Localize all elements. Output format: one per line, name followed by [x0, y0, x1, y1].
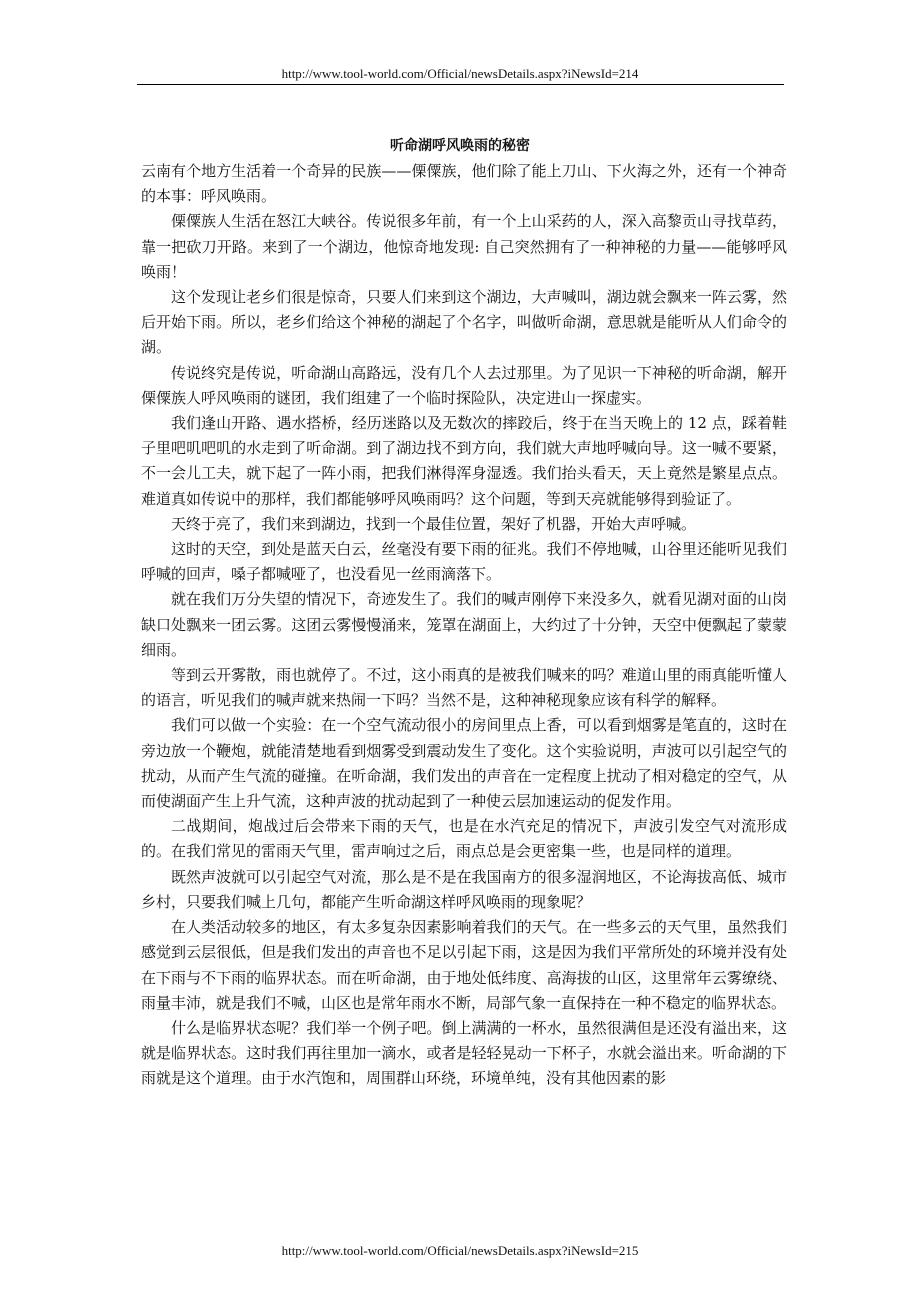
paragraph: 在人类活动较多的地区，有太多复杂因素影响着我们的天气。在一些多云的天气里，虽然我们感觉到云层很低，但是我们发出的声音也不足以引起下雨，这是因为我们平常所处的环境并没有处在下雨与不下雨的临界状态。而在听命湖，由于地处低纬度、高海拔的山区，这里常年云雾缭绕、雨量丰沛，就是我们不喊，山区也是常年雨水不断，局部气象一直保持在一种不稳定的临界状态。 [141, 918, 787, 1012]
paragraph: 传说终究是传说，听命湖山高路远，没有几个人去过那里。为了见识一下神秘的听命湖，解开傈僳族人呼风唤雨的谜团，我们组建了一个临时探险队，决定进山一探虚实。 [141, 363, 787, 407]
paragraph: 二战期间，炮战过后会带来下雨的天气，也是在水汽充足的情况下，声波引发空气对流形成的。在我们常见的雷雨天气里，雷声响过之后，雨点总是会更密集一些，也是同样的道理。 [141, 817, 787, 861]
paragraph: 天终于亮了，我们来到湖边，找到一个最佳位置，架好了机器，开始大声呼喊。 [171, 514, 697, 533]
paragraph: 这时的天空，到处是蓝天白云，丝毫没有要下雨的征兆。我们不停地喊，山谷里还能听见我们呼喊的回声，嗓子都喊哑了，也没看见一丝雨滴落下。 [141, 540, 787, 584]
article-body [141, 159, 787, 1092]
paragraph: 我们可以做一个实验：在一个空气流动很小的房间里点上香，可以看到烟雾是笔直的，这时在旁边放一个鞭炮，就能清楚地看到烟雾受到震动发生了变化。这个实验说明，声波可以引起空气的扰动，从而产生气流的碰撞。在听命湖，我们发出的声音在一定程度上扰动了相对稳定的空气，从而使湖面产生上升气流，这种声波的扰动起到了一种使云层加速运动的促发作用。 [141, 716, 787, 811]
article-title: 听命湖呼风唤雨的秘密 [390, 138, 530, 154]
footer-url: http://www.tool-world.com/Official/newsDetails.aspx?iNewsId=215 [281, 1243, 639, 1258]
paragraph: 等到云开雾散，雨也就停了。不过，这小雨真的是被我们喊来的吗？难道山里的雨真能听懂人的语言，听见我们的喊声就来热闹一下吗？当然不是，这种神秘现象应该有科学的解释。 [141, 666, 787, 710]
paragraph: 我们逢山开路、遇水搭桥，经历迷路以及无数次的摔跤后，终于在当天晚上的 12 点，踩着鞋子里吧叽吧叽的水走到了听命湖。到了湖边找不到方向，我们就大声地呼喊向导。这一喊不要紧，不一会儿工夫，就下起了一阵小雨，把我们淋得浑身湿透。我们抬头看天，天上竟然是繁星点点。难道真如传说中的那样，我们都能够呼风唤雨吗？这个问题，等到天亮就能够得到验证了。 [141, 414, 787, 508]
paragraph: 傈僳族人生活在怒江大峡谷。传说很多年前，有一个上山采药的人，深入高黎贡山寻找草药，靠一把砍刀开路。来到了一个湖边，他惊奇地发现: 自己突然拥有了一种神秘的力量——能够呼风唤雨！ [141, 212, 787, 281]
paragraph: 什么是临界状态呢？我们举一个例子吧。倒上满满的一杯水，虽然很满但是还没有溢出来，这就是临界状态。这时我们再往里加一滴水，或者是轻轻晃动一下杯子，水就会溢出来。听命湖的下雨就是这个道理。由于水汽饱和，周围群山环绕，环境单纯，没有其他因素的影 [141, 1018, 787, 1088]
paragraph: 就在我们万分失望的情况下，奇迹发生了。我们的喊声刚停下来没多久，就看见湖对面的山岗缺口处飘来一团云雾。这团云雾慢慢涌来，笼罩在湖面上，大约过了十分钟，天空中便飘起了蒙蒙细雨。 [141, 590, 787, 659]
paragraph: 既然声波就可以引起空气对流，那么是不是在我国南方的很多湿润地区，不论海拔高低、城市乡村，只要我们喊上几句，都能产生听命湖这样呼风唤雨的现象呢？ [141, 867, 787, 911]
header-divider [137, 84, 784, 85]
header-url: http://www.tool-world.com/Official/newsDetails.aspx?iNewsId=214 [281, 66, 639, 81]
paragraph: 云南有个地方生活着一个奇异的民族——傈僳族，他们除了能上刀山、下火海之外，还有一个神奇的本事：呼风唤雨。 [141, 162, 787, 206]
paragraph: 这个发现让老乡们很是惊奇，只要人们来到这个湖边，大声喊叫，湖边就会飘来一阵云雾，然后开始下雨。所以，老乡们给这个神秘的湖起了个名字，叫做听命湖，意思就是能听从人们命令的湖。 [141, 288, 787, 357]
